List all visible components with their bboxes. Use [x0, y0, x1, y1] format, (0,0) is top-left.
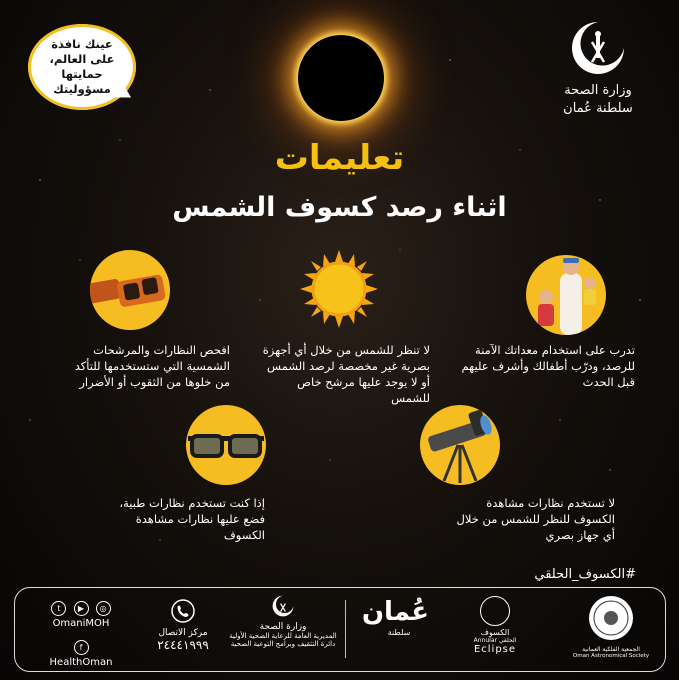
footer-ministry-name: وزارة الصحة — [259, 622, 307, 632]
slogan-line: عينك نافذة — [51, 37, 113, 51]
tip-prescription-glasses: إذا كنت تستخدم نظارات طبية، فضع عليها نظارات مشاهدة الكسوف — [119, 496, 265, 542]
footer-divider — [345, 600, 346, 658]
instagram-icon[interactable]: ◎ — [96, 601, 111, 616]
oman-logo-sub: سلطنة — [387, 628, 411, 637]
phone-icon — [170, 598, 196, 624]
family-illustration — [526, 255, 606, 335]
eclipse-annular-en: Annular — [473, 637, 497, 644]
footer-ministry-block — [213, 594, 353, 648]
tip-check-filters: افحص النظارات والمرشحات الشمسية التي ستستخدمها للتأكد من خلوها من الثقوب أو الأضرار — [74, 343, 230, 389]
eclipse-logo-en: Eclipse — [473, 644, 517, 655]
telescope-icon — [420, 405, 500, 485]
eyeglasses-icon — [186, 405, 266, 485]
oman-logo-mark: عُمان — [361, 597, 429, 627]
slogan-line: حمايتها — [61, 67, 103, 81]
ministry-name: وزارة الصحة — [564, 83, 632, 98]
sun-icon — [298, 248, 380, 330]
footer-ministry-directorate: المديرية العامة للرعاية الصحية الأولية — [229, 632, 337, 640]
footer-bar — [14, 587, 666, 672]
eclipse-ring-icon — [480, 596, 510, 626]
call-center-number[interactable]: ٢٤٤٤١٩٩٩ — [157, 638, 209, 652]
youtube-icon[interactable]: ▶ — [74, 601, 89, 616]
ministry-emblem-icon — [271, 594, 295, 618]
society-name-en: Oman Astronomical Society — [572, 653, 650, 659]
social-handle[interactable]: OmaniMOH — [52, 618, 110, 629]
sun-illustration — [298, 248, 380, 330]
call-center-label: مركز الاتصال — [158, 628, 208, 638]
parent-children-icon — [526, 255, 606, 335]
twitter-icon[interactable]: t — [51, 601, 66, 616]
tip-train-and-supervise: تدرب على استخدام معداتك الآمنة للرصد، ودرّب أطفالك وأشرف عليهم قبل الحدث — [461, 343, 635, 389]
facebook-icon[interactable]: f — [74, 640, 89, 655]
eclipse-icon — [298, 35, 384, 121]
slogan-line: على العالم، — [49, 52, 115, 66]
page-subtitle: اثناء رصد كسوف الشمس — [172, 192, 507, 223]
annular-eclipse-logo — [455, 596, 535, 655]
eyeglasses-illustration — [186, 405, 266, 485]
slogan-line: مسؤوليتك — [53, 82, 111, 96]
eclipse-glasses-illustration — [90, 250, 170, 330]
call-center-block — [145, 598, 221, 652]
tip-no-glasses-with-devices: لا تستخدم نظارات مشاهدة الكسوف للنظر للشمس من خلال أي جهاز بصري — [456, 496, 615, 542]
facebook-handle[interactable]: HealthOman — [49, 657, 113, 668]
social-block — [31, 596, 131, 668]
society-name-ar: الجمعية الفلكية العمانية — [582, 646, 640, 653]
oman-brand-logo — [361, 596, 429, 637]
eclipse-logo-ar: الكسوف — [480, 628, 510, 637]
eclipse-glasses-icon — [90, 250, 170, 330]
page-title: تعليمات — [274, 138, 405, 178]
country-name: سلطنة عُمان — [563, 101, 633, 116]
telescope-illustration — [420, 405, 500, 485]
astronomical-society-logo — [561, 594, 661, 659]
tip-no-optical-devices: لا تنظر للشمس من خلال أي أجهزة بصرية غير مخصصة لرصد الشمس أو لا يوجد عليها مرشح خاص للشمس — [262, 343, 430, 405]
eclipse-annular-ar: الحلقي — [498, 637, 517, 644]
footer-ministry-department: دائرة التثقيف وبرامج التوعية الصحية — [230, 640, 336, 648]
slogan-bubble — [28, 24, 136, 110]
eclipse-logo-annular — [455, 637, 535, 644]
ministry-header — [543, 18, 653, 118]
oman-emblem-icon — [568, 18, 628, 78]
hashtag: #الكسوف_الحلقي — [534, 567, 636, 582]
society-seal-icon — [587, 594, 635, 642]
